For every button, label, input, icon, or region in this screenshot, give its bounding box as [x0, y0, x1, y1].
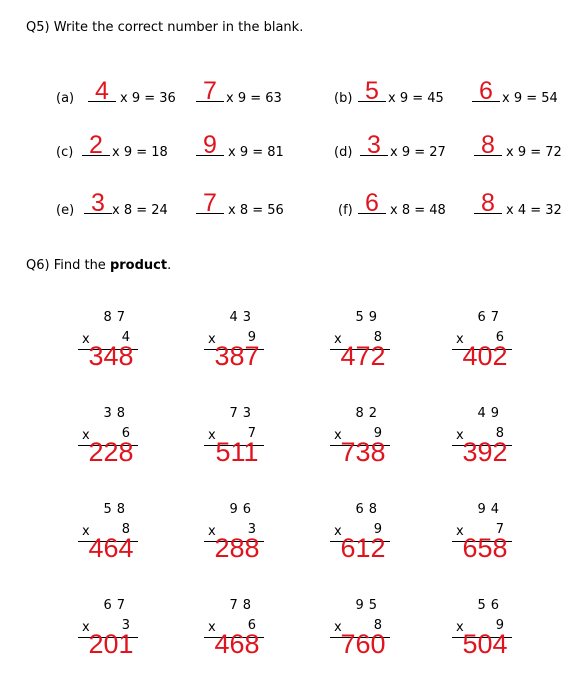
- multiplier: 7: [247, 426, 256, 441]
- product-answer[interactable]: 464: [88, 533, 134, 563]
- multiplication-problem: [452, 406, 518, 480]
- answer-value: 7: [203, 189, 217, 217]
- multiplier: 6: [247, 618, 256, 633]
- times-sign: x: [456, 524, 464, 539]
- multiplicand: 43: [229, 310, 256, 325]
- product-answer[interactable]: 288: [214, 533, 260, 563]
- product-answer[interactable]: 738: [340, 437, 386, 467]
- multiplicand: 95: [355, 598, 382, 613]
- multiplicand: 58: [103, 502, 130, 517]
- fill-item-f2: [474, 190, 572, 220]
- multiplication-problem: [204, 310, 270, 384]
- product-answer[interactable]: 392: [462, 437, 508, 467]
- answer-value: 7: [203, 77, 217, 105]
- times-sign: x: [334, 524, 342, 539]
- fill-item-b1: [334, 78, 454, 108]
- multiplier: 8: [495, 426, 504, 441]
- times-sign: x: [208, 524, 216, 539]
- multiplication-problem: [204, 598, 270, 672]
- multiplier: 8: [121, 522, 130, 537]
- equation-text: x 9 = 63: [226, 91, 282, 106]
- fill-item-a2: [196, 78, 296, 108]
- times-sign: x: [456, 620, 464, 635]
- fill-item-c1: [56, 132, 176, 162]
- multiplier: 3: [121, 618, 130, 633]
- times-sign: x: [334, 620, 342, 635]
- answer-value: 8: [481, 131, 495, 159]
- times-sign: x: [82, 524, 90, 539]
- equation-text: x 8 = 48: [390, 203, 446, 218]
- equation-text: x 8 = 56: [228, 203, 284, 218]
- answer-value: 6: [479, 77, 493, 105]
- multiplication-problem: [204, 502, 270, 576]
- q5-title: Q5) Write the correct number in the blank.: [26, 20, 304, 35]
- equation-text: x 9 = 81: [228, 145, 284, 160]
- item-label: (a): [56, 91, 75, 106]
- product-answer[interactable]: 387: [214, 341, 260, 371]
- product-answer[interactable]: 658: [462, 533, 508, 563]
- multiplier: 8: [373, 618, 382, 633]
- fill-item-d2: [474, 132, 572, 162]
- product-answer[interactable]: 348: [88, 341, 134, 371]
- multiplication-problem: [330, 406, 396, 480]
- multiplication-problem: [330, 310, 396, 384]
- item-label: (b): [334, 91, 353, 106]
- equation-text: x 8 = 24: [112, 203, 168, 218]
- item-label: (e): [56, 203, 75, 218]
- multiplier: 4: [121, 330, 130, 345]
- fill-item-d1: [334, 132, 454, 162]
- times-sign: x: [208, 332, 216, 347]
- fill-item-f1: [338, 190, 458, 220]
- product-answer[interactable]: 612: [340, 533, 386, 563]
- product-answer[interactable]: 228: [88, 437, 134, 467]
- equation-text: x 9 = 72: [506, 145, 562, 160]
- multiplicand: 87: [103, 310, 130, 325]
- answer-value: 3: [367, 131, 381, 159]
- answer-value: 9: [203, 131, 217, 159]
- times-sign: x: [82, 428, 90, 443]
- equation-text: x 9 = 18: [112, 145, 168, 160]
- answer-value: 6: [365, 189, 379, 217]
- multiplier: 6: [121, 426, 130, 441]
- multiplication-problem: [78, 598, 144, 672]
- multiplier: 9: [373, 522, 382, 537]
- multiplication-problem: [452, 598, 518, 672]
- item-label: (c): [56, 145, 74, 160]
- multiplicand: 78: [229, 598, 256, 613]
- multiplicand: 49: [477, 406, 504, 421]
- answer-value: 8: [481, 189, 495, 217]
- answer-value: 2: [89, 131, 103, 159]
- fill-item-a1: [56, 78, 186, 108]
- product-answer[interactable]: 504: [462, 629, 508, 659]
- multiplier: 8: [373, 330, 382, 345]
- multiplicand: 82: [355, 406, 382, 421]
- equation-text: x 9 = 27: [390, 145, 446, 160]
- multiplier: 9: [373, 426, 382, 441]
- times-sign: x: [82, 620, 90, 635]
- multiplicand: 96: [229, 502, 256, 517]
- equation-text: x 9 = 36: [120, 91, 176, 106]
- q6-title-bold: product: [109, 258, 168, 273]
- multiplicand: 56: [477, 598, 504, 613]
- multiplier: 9: [247, 330, 256, 345]
- multiplication-problem: [78, 310, 144, 384]
- fill-item-e1: [56, 190, 176, 220]
- fill-item-c2: [196, 132, 296, 162]
- q6-title-prefix: Q6) Find the: [26, 258, 110, 273]
- answer-value: 4: [95, 77, 109, 105]
- multiplier: 7: [495, 522, 504, 537]
- multiplicand: 94: [477, 502, 504, 517]
- times-sign: x: [334, 428, 342, 443]
- fill-item-e2: [196, 190, 296, 220]
- multiplication-problem: [330, 502, 396, 576]
- multiplication-problem: [452, 310, 518, 384]
- multiplicand: 73: [229, 406, 256, 421]
- product-answer[interactable]: 472: [340, 341, 386, 371]
- product-answer[interactable]: 760: [340, 629, 386, 659]
- answer-value: 5: [365, 77, 379, 105]
- fill-item-b2: [472, 78, 572, 108]
- multiplicand: 67: [103, 598, 130, 613]
- multiplicand: 38: [103, 406, 130, 421]
- q6-title: [26, 258, 171, 273]
- multiplication-problem: [452, 502, 518, 576]
- multiplier: 6: [495, 330, 504, 345]
- product-answer[interactable]: 201: [88, 629, 134, 659]
- equation-text: x 9 = 45: [388, 91, 444, 106]
- item-label: (f): [338, 203, 353, 218]
- answer-value: 3: [91, 189, 105, 217]
- product-answer[interactable]: 402: [462, 341, 508, 371]
- product-answer[interactable]: 468: [214, 629, 260, 659]
- times-sign: x: [456, 332, 464, 347]
- times-sign: x: [334, 332, 342, 347]
- q6-title-suffix: .: [167, 258, 172, 273]
- multiplicand: 67: [477, 310, 504, 325]
- multiplier: 9: [495, 618, 504, 633]
- multiplication-problem: [78, 406, 144, 480]
- equation-text: x 9 = 54: [502, 91, 558, 106]
- times-sign: x: [208, 620, 216, 635]
- product-answer[interactable]: 511: [215, 437, 259, 467]
- multiplicand: 59: [355, 310, 382, 325]
- equation-text: x 4 = 32: [506, 203, 562, 218]
- multiplication-problem: [204, 406, 270, 480]
- multiplier: 3: [247, 522, 256, 537]
- multiplicand: 68: [355, 502, 382, 517]
- multiplication-problem: [330, 598, 396, 672]
- times-sign: x: [82, 332, 90, 347]
- item-label: (d): [334, 145, 353, 160]
- multiplication-problem: [78, 502, 144, 576]
- times-sign: x: [208, 428, 216, 443]
- times-sign: x: [456, 428, 464, 443]
